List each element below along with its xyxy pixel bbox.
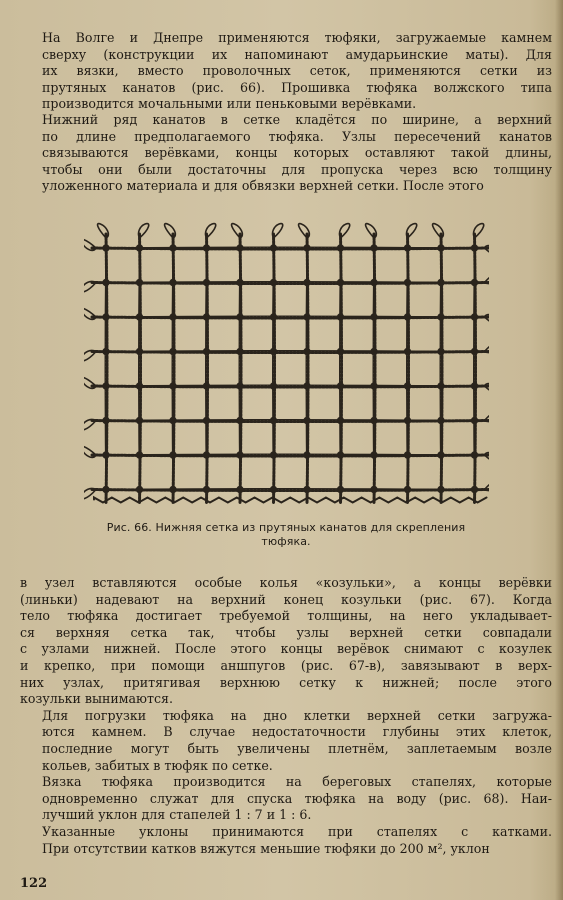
- rope-knot: [438, 417, 444, 423]
- text-line: них узлах, притягивая верхнюю сетку к нижней; после этого: [20, 674, 552, 690]
- rope-knot: [170, 383, 176, 389]
- rope-strand: [207, 234, 208, 504]
- rope-knot: [270, 245, 276, 251]
- rope-knot: [404, 279, 410, 285]
- text-line: На Волге и Днепре применяются тюфяки, загружаемые камнем: [42, 30, 552, 45]
- rope-knot: [270, 279, 276, 285]
- rope-knot: [371, 245, 377, 251]
- rope-bottom-edge: [94, 498, 487, 503]
- rope-knot: [337, 279, 343, 285]
- rope-knot: [136, 486, 142, 492]
- text-line: последние могут быть увеличены плетнём, заплетаемым возле: [42, 740, 552, 756]
- rope-knot: [136, 383, 142, 389]
- rope-knot: [337, 383, 343, 389]
- rope-knot: [371, 314, 377, 320]
- rope-knot: [237, 279, 243, 285]
- rope-strand: [140, 234, 141, 504]
- rope-knot: [438, 348, 444, 354]
- rope-knot: [237, 348, 243, 354]
- rope-knot: [471, 314, 477, 320]
- rope-knot: [170, 279, 176, 285]
- rope-knot: [404, 245, 410, 251]
- text-line: ются камнем. В случае недостаточности глубины этих клеток,: [42, 724, 552, 740]
- page-edge-shadow: [555, 0, 563, 900]
- rope-knot: [471, 417, 477, 423]
- rope-knot: [438, 279, 444, 285]
- rope-knot: [203, 452, 209, 458]
- text-block-bottom: [20, 575, 552, 857]
- rope-knot: [337, 245, 343, 251]
- text-line: козульки вынимаются.: [20, 691, 173, 707]
- rope-knot: [404, 348, 410, 354]
- rope-knot: [103, 486, 109, 492]
- figure-caption: [20, 521, 552, 549]
- rope-knot: [371, 417, 377, 423]
- rope-knot: [438, 314, 444, 320]
- rope-knot: [136, 314, 142, 320]
- rope-knot: [404, 314, 410, 320]
- text-line: При отсутствии катков вяжутся меньшие тюфяки до 200 м², уклон: [42, 840, 490, 856]
- rope-knot: [270, 314, 276, 320]
- text-line: Нижний ряд канатов в сетке кладётся по ширине, а верхний: [42, 112, 552, 127]
- rope-knot: [337, 452, 343, 458]
- rope-strand: [441, 234, 442, 504]
- rope-knot: [170, 417, 176, 423]
- rope-strand: [173, 234, 174, 504]
- text-line: сверху (конструкции их напоминают амударьинские маты). Для: [42, 46, 552, 62]
- rope-knot: [270, 417, 276, 423]
- rope-knot: [270, 383, 276, 389]
- rope-knot: [103, 383, 109, 389]
- text-line: прутяных канатов (рис. 66). Прошивка тюфяка волжского типа: [42, 79, 552, 95]
- text-line: ся верхняя сетка так, чтобы узлы верхней сетки совпадали: [20, 624, 552, 640]
- rope-knot: [304, 486, 310, 492]
- rope-knot: [404, 417, 410, 423]
- rope-strand: [92, 317, 489, 318]
- rope-knot: [371, 279, 377, 285]
- rope-knot: [438, 452, 444, 458]
- rope-knot: [103, 314, 109, 320]
- rope-knot: [103, 245, 109, 251]
- rope-strand: [341, 234, 342, 504]
- text-line: по длине предполагаемого тюфяка. Узлы пересечений канатов: [42, 128, 552, 144]
- rope-knot: [203, 245, 209, 251]
- rope-knot: [438, 383, 444, 389]
- rope-knot: [170, 486, 176, 492]
- rope-strand: [92, 248, 489, 249]
- rope-strand: [92, 421, 489, 422]
- rope-knot: [438, 245, 444, 251]
- rope-knot: [304, 452, 310, 458]
- rope-strand: [92, 283, 489, 284]
- rope-knot: [337, 314, 343, 320]
- text-line: (линьки) надевают на верхний конец козульки (рис. 67). Когда: [20, 591, 552, 607]
- rope-strand: [475, 234, 476, 504]
- rope-knot: [337, 348, 343, 354]
- text-line: связываются верёвками, концы которых оставляют такой длины,: [42, 145, 552, 161]
- rope-knot: [237, 314, 243, 320]
- rope-knot: [304, 417, 310, 423]
- rope-strand: [92, 490, 489, 491]
- rope-knot: [136, 417, 142, 423]
- rope-knot: [304, 348, 310, 354]
- text-line: Вязка тюфяка производится на береговых стапелях, которые: [42, 774, 552, 790]
- rope-knot: [371, 348, 377, 354]
- rope-knot: [237, 383, 243, 389]
- text-line: лучший уклон для стапелей 1 : 7 и 1 : 6.: [42, 807, 312, 823]
- text-line: и крепко, при помощи аншпугов (рис. 67-в), завязывают в верх-: [20, 657, 552, 673]
- paragraph: [20, 112, 552, 195]
- rope-strand: [307, 234, 308, 504]
- rope-knot: [136, 452, 142, 458]
- rope-knot: [237, 452, 243, 458]
- rope-strand: [106, 234, 107, 504]
- rope-knot: [404, 383, 410, 389]
- page-number: 122: [20, 876, 48, 891]
- rope-knot: [304, 383, 310, 389]
- rope-knot: [170, 314, 176, 320]
- rope-knot: [103, 348, 109, 354]
- rope-strand: [92, 386, 489, 387]
- rope-knot: [471, 486, 477, 492]
- text-line: производится мочальными или пеньковыми верёвками.: [42, 96, 417, 112]
- rope-knot: [203, 314, 209, 320]
- rope-knot: [404, 452, 410, 458]
- rope-knot: [438, 486, 444, 492]
- caption-line: тюфяка.: [261, 535, 311, 548]
- text-block-top-2: [20, 112, 552, 195]
- text-line: тело тюфяка достигает требуемой толщины, на него укладывает-: [20, 608, 552, 624]
- rope-knot: [136, 245, 142, 251]
- rope-strand: [240, 234, 241, 504]
- rope-knot: [337, 417, 343, 423]
- rope-knot: [203, 279, 209, 285]
- paragraph: [20, 575, 552, 708]
- rope-knot: [371, 486, 377, 492]
- text-line: их вязки, вместо проволочных сеток, применяются сетки из: [42, 63, 552, 79]
- text-line: в узел вставляются особые колья «козульки», а концы верёвки: [20, 575, 552, 590]
- rope-knot: [103, 279, 109, 285]
- rope-knot: [270, 452, 276, 458]
- rope-knot: [270, 348, 276, 354]
- rope-knot: [371, 452, 377, 458]
- rope-knot: [203, 348, 209, 354]
- rope-knot: [170, 452, 176, 458]
- rope-knot: [304, 245, 310, 251]
- rope-strand: [374, 234, 375, 504]
- rope-knot: [471, 452, 477, 458]
- rope-knot: [170, 348, 176, 354]
- rope-knot: [471, 383, 477, 389]
- rope-knot: [237, 245, 243, 251]
- text-block-top: [20, 30, 552, 113]
- rope-knot: [203, 486, 209, 492]
- text-line: чтобы они были достаточны для пропуска через всю толщину: [42, 161, 552, 177]
- text-line: с узлами нижней. После этого концы верёвок снимают с козулек: [20, 641, 552, 657]
- text-line: уложенного материала и для обвязки верхней сетки. После этого: [42, 178, 484, 194]
- rope-strand: [92, 455, 489, 456]
- rope-knot: [304, 279, 310, 285]
- rope-knot: [337, 486, 343, 492]
- text-line: Для погрузки тюфяка на дно клетки верхней сетки загружа-: [42, 707, 552, 723]
- caption-line: Рис. 66. Нижняя сетка из прутяных канатов для скрепления: [106, 521, 466, 534]
- rope-knot: [136, 348, 142, 354]
- paragraph: [20, 30, 552, 113]
- text-line: кольев, забитых в тюфяк по сетке.: [42, 757, 273, 773]
- rope-knot: [237, 417, 243, 423]
- rope-knot: [304, 314, 310, 320]
- rope-knot: [170, 245, 176, 251]
- rope-knot: [270, 486, 276, 492]
- rope-knot: [203, 383, 209, 389]
- rope-knot: [471, 245, 477, 251]
- rope-knot: [136, 279, 142, 285]
- paragraph: [20, 708, 552, 774]
- paragraph: [20, 774, 552, 824]
- paragraph: [20, 824, 552, 857]
- rope-knot: [371, 383, 377, 389]
- rope-net-illustration: [84, 222, 489, 512]
- text-line: одновременно служат для спуска тюфяка на воду (рис. 68). Наи-: [42, 790, 552, 806]
- rope-strand: [92, 352, 489, 353]
- rope-knot: [237, 486, 243, 492]
- rope-knot: [471, 348, 477, 354]
- rope-knot: [203, 417, 209, 423]
- rope-knot: [103, 417, 109, 423]
- rope-strand: [274, 234, 275, 504]
- rope-strand: [408, 234, 409, 504]
- rope-knot: [471, 279, 477, 285]
- rope-knot: [103, 452, 109, 458]
- rope-knot: [404, 486, 410, 492]
- text-line: Указанные уклоны принимаются при стапелях с катками.: [42, 823, 552, 839]
